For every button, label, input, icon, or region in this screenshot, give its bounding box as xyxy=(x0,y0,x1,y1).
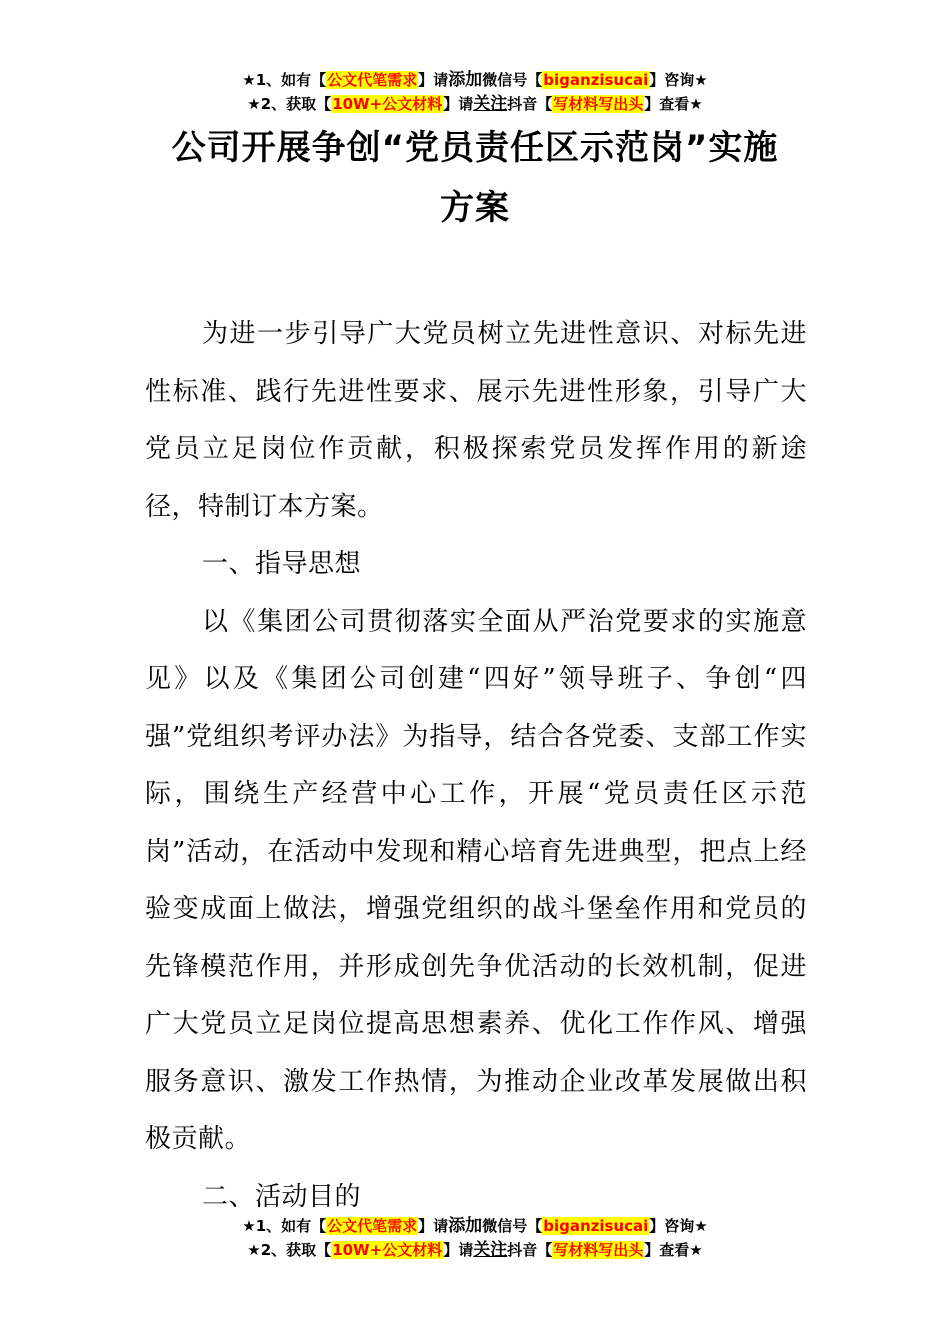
notice-text: 微信号【 xyxy=(482,1217,543,1235)
notice-text: 】查看★ xyxy=(644,95,703,113)
notice-text: 抖音【 xyxy=(507,1241,553,1259)
document-title xyxy=(0,118,950,238)
notice-highlight-service: 公文代笔需求 xyxy=(327,1217,418,1235)
notice-text: 】请 xyxy=(418,71,449,89)
notice-highlight-service: 公文代笔需求 xyxy=(327,71,418,89)
notice-text: 】咨询★ xyxy=(649,1217,708,1235)
notice-text: 】请 xyxy=(443,1241,474,1259)
footer-notice xyxy=(0,1214,950,1262)
notice-text: 微信号【 xyxy=(482,71,543,89)
notice-line-2 xyxy=(0,1238,950,1262)
notice-highlight-douyin: 写材料写出头 xyxy=(553,95,644,113)
intro-paragraph: 为进一步引导广大党员树立先进性意识、对标先进性标准、践行先进性要求、展示先进性形象，引导广大党员立足岗位作贡献，积极探索党员发挥作用的新途径，特制订本方案。 xyxy=(145,319,807,522)
notice-text: ★1、如有【 xyxy=(242,71,327,89)
notice-emphasis: 关注 xyxy=(473,94,508,114)
notice-text: 抖音【 xyxy=(507,95,553,113)
notice-text: 】请 xyxy=(443,95,474,113)
notice-text: ★2、获取【 xyxy=(247,95,332,113)
section-heading-activity-purpose: 二、活动目的 xyxy=(202,1181,362,1212)
notice-emphasis: 添加 xyxy=(448,70,483,90)
notice-highlight-douyin: 写材料写出头 xyxy=(553,1241,644,1259)
notice-highlight-materials: 10W+公文材料 xyxy=(332,1241,443,1259)
notice-line-1 xyxy=(0,1214,950,1238)
document-title-line-2: 方案 xyxy=(440,188,510,228)
notice-emphasis: 关注 xyxy=(473,1240,508,1260)
notice-text: 】请 xyxy=(418,1217,449,1235)
notice-text: ★2、获取【 xyxy=(247,1241,332,1259)
notice-text: ★1、如有【 xyxy=(242,1217,327,1235)
notice-text: 】咨询★ xyxy=(649,71,708,89)
notice-text: 】查看★ xyxy=(644,1241,703,1259)
notice-highlight-materials: 10W+公文材料 xyxy=(332,95,443,113)
guiding-ideology-paragraph: 以《集团公司贯彻落实全面从严治党要求的实施意见》以及《集团公司创建“四好”领导班子、争创“四强”党组织考评办法》为指导，结合各党委、支部工作实际，围绕生产经营中心工作，开展“党员责任区示范岗”活动，在活动中发现和精心培育先进典型，把点上经验变成面上做法，增强党组织的战斗堡垒作用和党员的先锋模范作用，并形成创先争优活动的长效机制，促进广大党员立足岗位提高思想素养、优化工作作风、增强服务意识、激发工作热情，为推动企业改革发展做出积极贡献。 xyxy=(145,606,807,1154)
notice-highlight-wechat: biganzisucai xyxy=(543,1217,649,1235)
notice-emphasis: 添加 xyxy=(448,1216,483,1236)
notice-line-2 xyxy=(0,92,950,116)
header-notice xyxy=(0,68,950,116)
document-body xyxy=(145,306,807,1226)
notice-line-1 xyxy=(0,68,950,92)
notice-highlight-wechat: biganzisucai xyxy=(543,71,649,89)
section-heading-guiding-ideology: 一、指导思想 xyxy=(202,549,362,579)
document-title-line-1: 公司开展争创“党员责任区示范岗”实施 xyxy=(171,128,779,168)
